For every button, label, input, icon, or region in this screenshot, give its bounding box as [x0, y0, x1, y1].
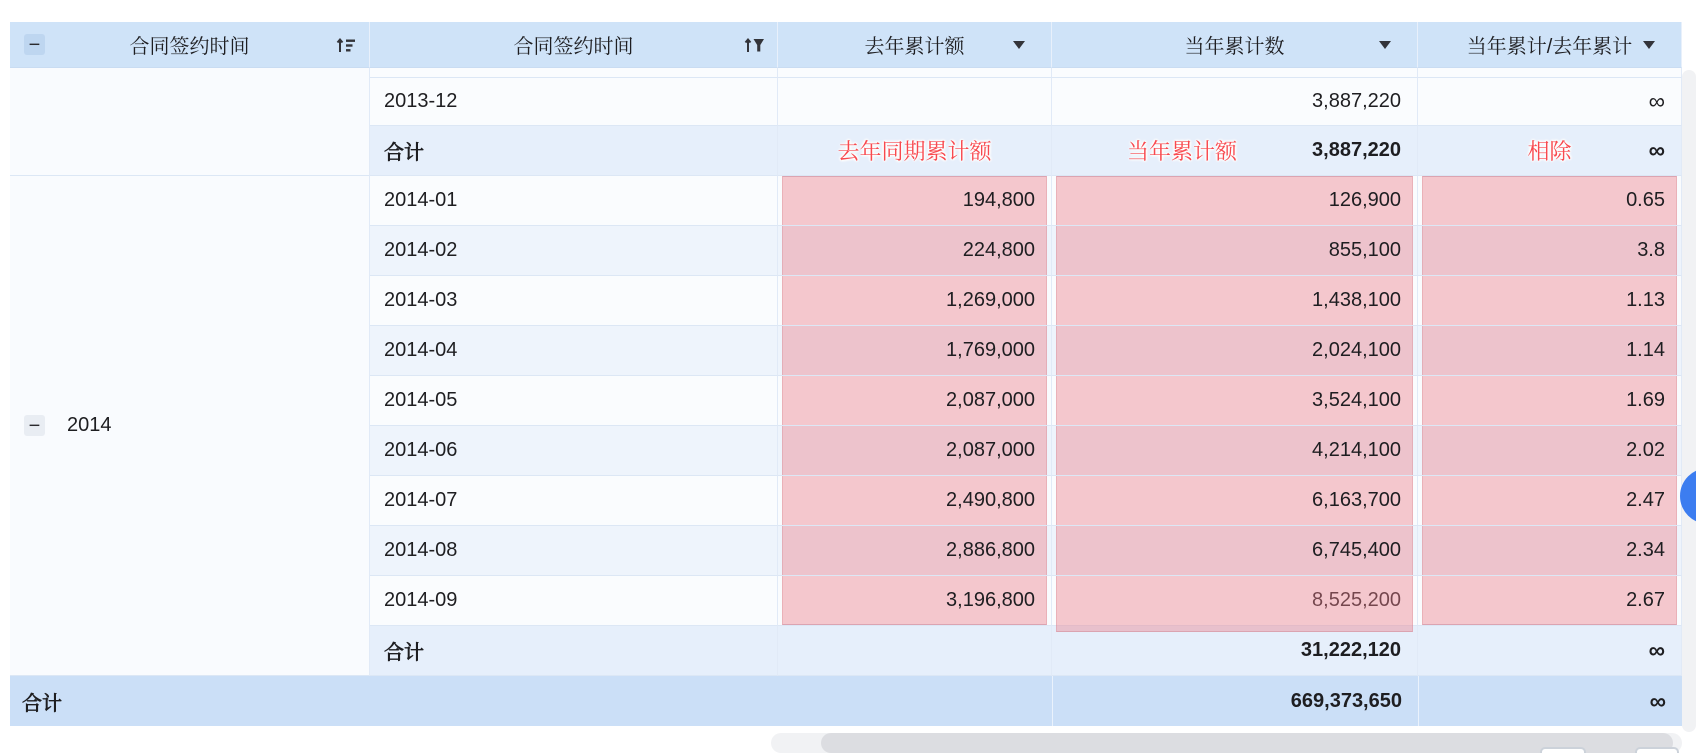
tree-cell-2014-group [10, 176, 370, 676]
cell-ratio: 1.13 [1418, 276, 1682, 326]
cell-current-year: 6,163,700 [1052, 476, 1418, 526]
sliver-cell [1052, 68, 1418, 78]
cell-month: 2014-05 [370, 376, 778, 426]
cell-ratio: ∞ [1418, 78, 1682, 126]
collapse-2014-icon[interactable]: − [24, 415, 45, 436]
header-contract-sign-time-month[interactable] [370, 22, 778, 68]
cell-current-year: 126,900 [1052, 176, 1418, 226]
cell-ratio: 1.14 [1418, 326, 1682, 376]
cell-last-year [778, 626, 1052, 676]
cell-current-year: 4,214,100 [1052, 426, 1418, 476]
header-label: 当年累计/去年累计 [1466, 36, 1633, 58]
cell-last-year: 1,269,000 [778, 276, 1052, 326]
cell-month: 2014-01 [370, 176, 778, 226]
sliver-cell [1418, 68, 1682, 78]
cell-ratio: 3.8 [1418, 226, 1682, 276]
group-label-2014: 2014 [67, 414, 112, 436]
cell-month: 2014-06 [370, 426, 778, 476]
grand-total-ratio: ∞ [1418, 676, 1682, 726]
header-label: 当年累计数 [1184, 36, 1285, 58]
annotation-last-year: 去年同期累计额 [837, 139, 992, 164]
cell-current-year-annotated [1052, 126, 1418, 176]
header-ratio[interactable] [1418, 22, 1682, 68]
cell-month: 2013-12 [370, 78, 778, 126]
clipped-button-left[interactable] [1540, 747, 1586, 753]
header-last-year-total[interactable] [778, 22, 1052, 68]
cell-ratio: 2.47 [1418, 476, 1682, 526]
sliver-cell [778, 68, 1052, 78]
cell-last-year: 2,087,000 [778, 426, 1052, 476]
header-label: 合同签约时间 [513, 36, 634, 58]
caret-down-icon[interactable] [1013, 41, 1025, 49]
cell-ratio: 2.02 [1418, 426, 1682, 476]
cell-current-year: 855,100 [1052, 226, 1418, 276]
cell-current-year: 2,024,100 [1052, 326, 1418, 376]
grand-total-current-year: 669,373,650 [1052, 676, 1418, 726]
cell-last-year: 2,087,000 [778, 376, 1052, 426]
cell-last-year: 1,769,000 [778, 326, 1052, 376]
cell-last-year: 3,196,800 [778, 576, 1052, 626]
cell-month: 2014-03 [370, 276, 778, 326]
cell-month: 2014-04 [370, 326, 778, 376]
sort-ascending-icon[interactable] [335, 34, 357, 56]
caret-down-icon[interactable] [1379, 41, 1391, 49]
cell-last-year [778, 78, 1052, 126]
header-contract-sign-time-group[interactable] [10, 22, 370, 68]
caret-down-icon[interactable] [1643, 41, 1655, 49]
header-current-year-total[interactable] [1052, 22, 1418, 68]
header-label: 去年累计额 [864, 36, 965, 58]
grand-total-label: 合计 [10, 676, 1052, 726]
cell-last-year: 224,800 [778, 226, 1052, 276]
clipped-button-right[interactable] [1635, 747, 1679, 753]
subtotal-current-year: 3,887,220 [1312, 139, 1401, 161]
cell-current-year: 3,524,100 [1052, 376, 1418, 426]
cell-month: 2014-02 [370, 226, 778, 276]
tree-cell-2013-group [10, 68, 370, 176]
cell-last-year: 194,800 [778, 176, 1052, 226]
cell-month: 2014-08 [370, 526, 778, 576]
cell-ratio-annotated [1418, 126, 1682, 176]
cell-ratio: 0.65 [1418, 176, 1682, 226]
pivot-table [10, 22, 1682, 726]
cell-ratio: 2.34 [1418, 526, 1682, 576]
cell-ratio: 2.67 [1418, 576, 1682, 626]
cell-month: 2014-07 [370, 476, 778, 526]
cell-current-year: 3,887,220 [1052, 78, 1418, 126]
collapse-all-icon[interactable]: − [24, 34, 45, 55]
sliver-cell [370, 68, 778, 78]
cell-last-year: 2,886,800 [778, 526, 1052, 576]
subtotal-label: 合计 [370, 626, 778, 676]
sort-filter-icon[interactable] [743, 34, 765, 56]
vertical-scrollbar[interactable] [1682, 70, 1696, 732]
cell-ratio: 1.69 [1418, 376, 1682, 426]
annotation-current-year: 当年累计额 [1126, 139, 1237, 164]
cell-last-year-annotated [778, 126, 1052, 176]
subtotal-label: 合计 [370, 126, 778, 176]
cell-current-year: 8,525,200 [1052, 576, 1418, 626]
subtotal-current-year: 31,222,120 [1052, 626, 1418, 676]
subtotal-ratio: ∞ [1648, 137, 1665, 163]
header-label: 合同签约时间 [129, 36, 250, 58]
cell-last-year: 2,490,800 [778, 476, 1052, 526]
annotation-ratio: 相除 [1527, 139, 1572, 164]
cell-current-year: 1,438,100 [1052, 276, 1418, 326]
cell-month: 2014-09 [370, 576, 778, 626]
cell-current-year: 6,745,400 [1052, 526, 1418, 576]
subtotal-ratio: ∞ [1418, 626, 1682, 676]
